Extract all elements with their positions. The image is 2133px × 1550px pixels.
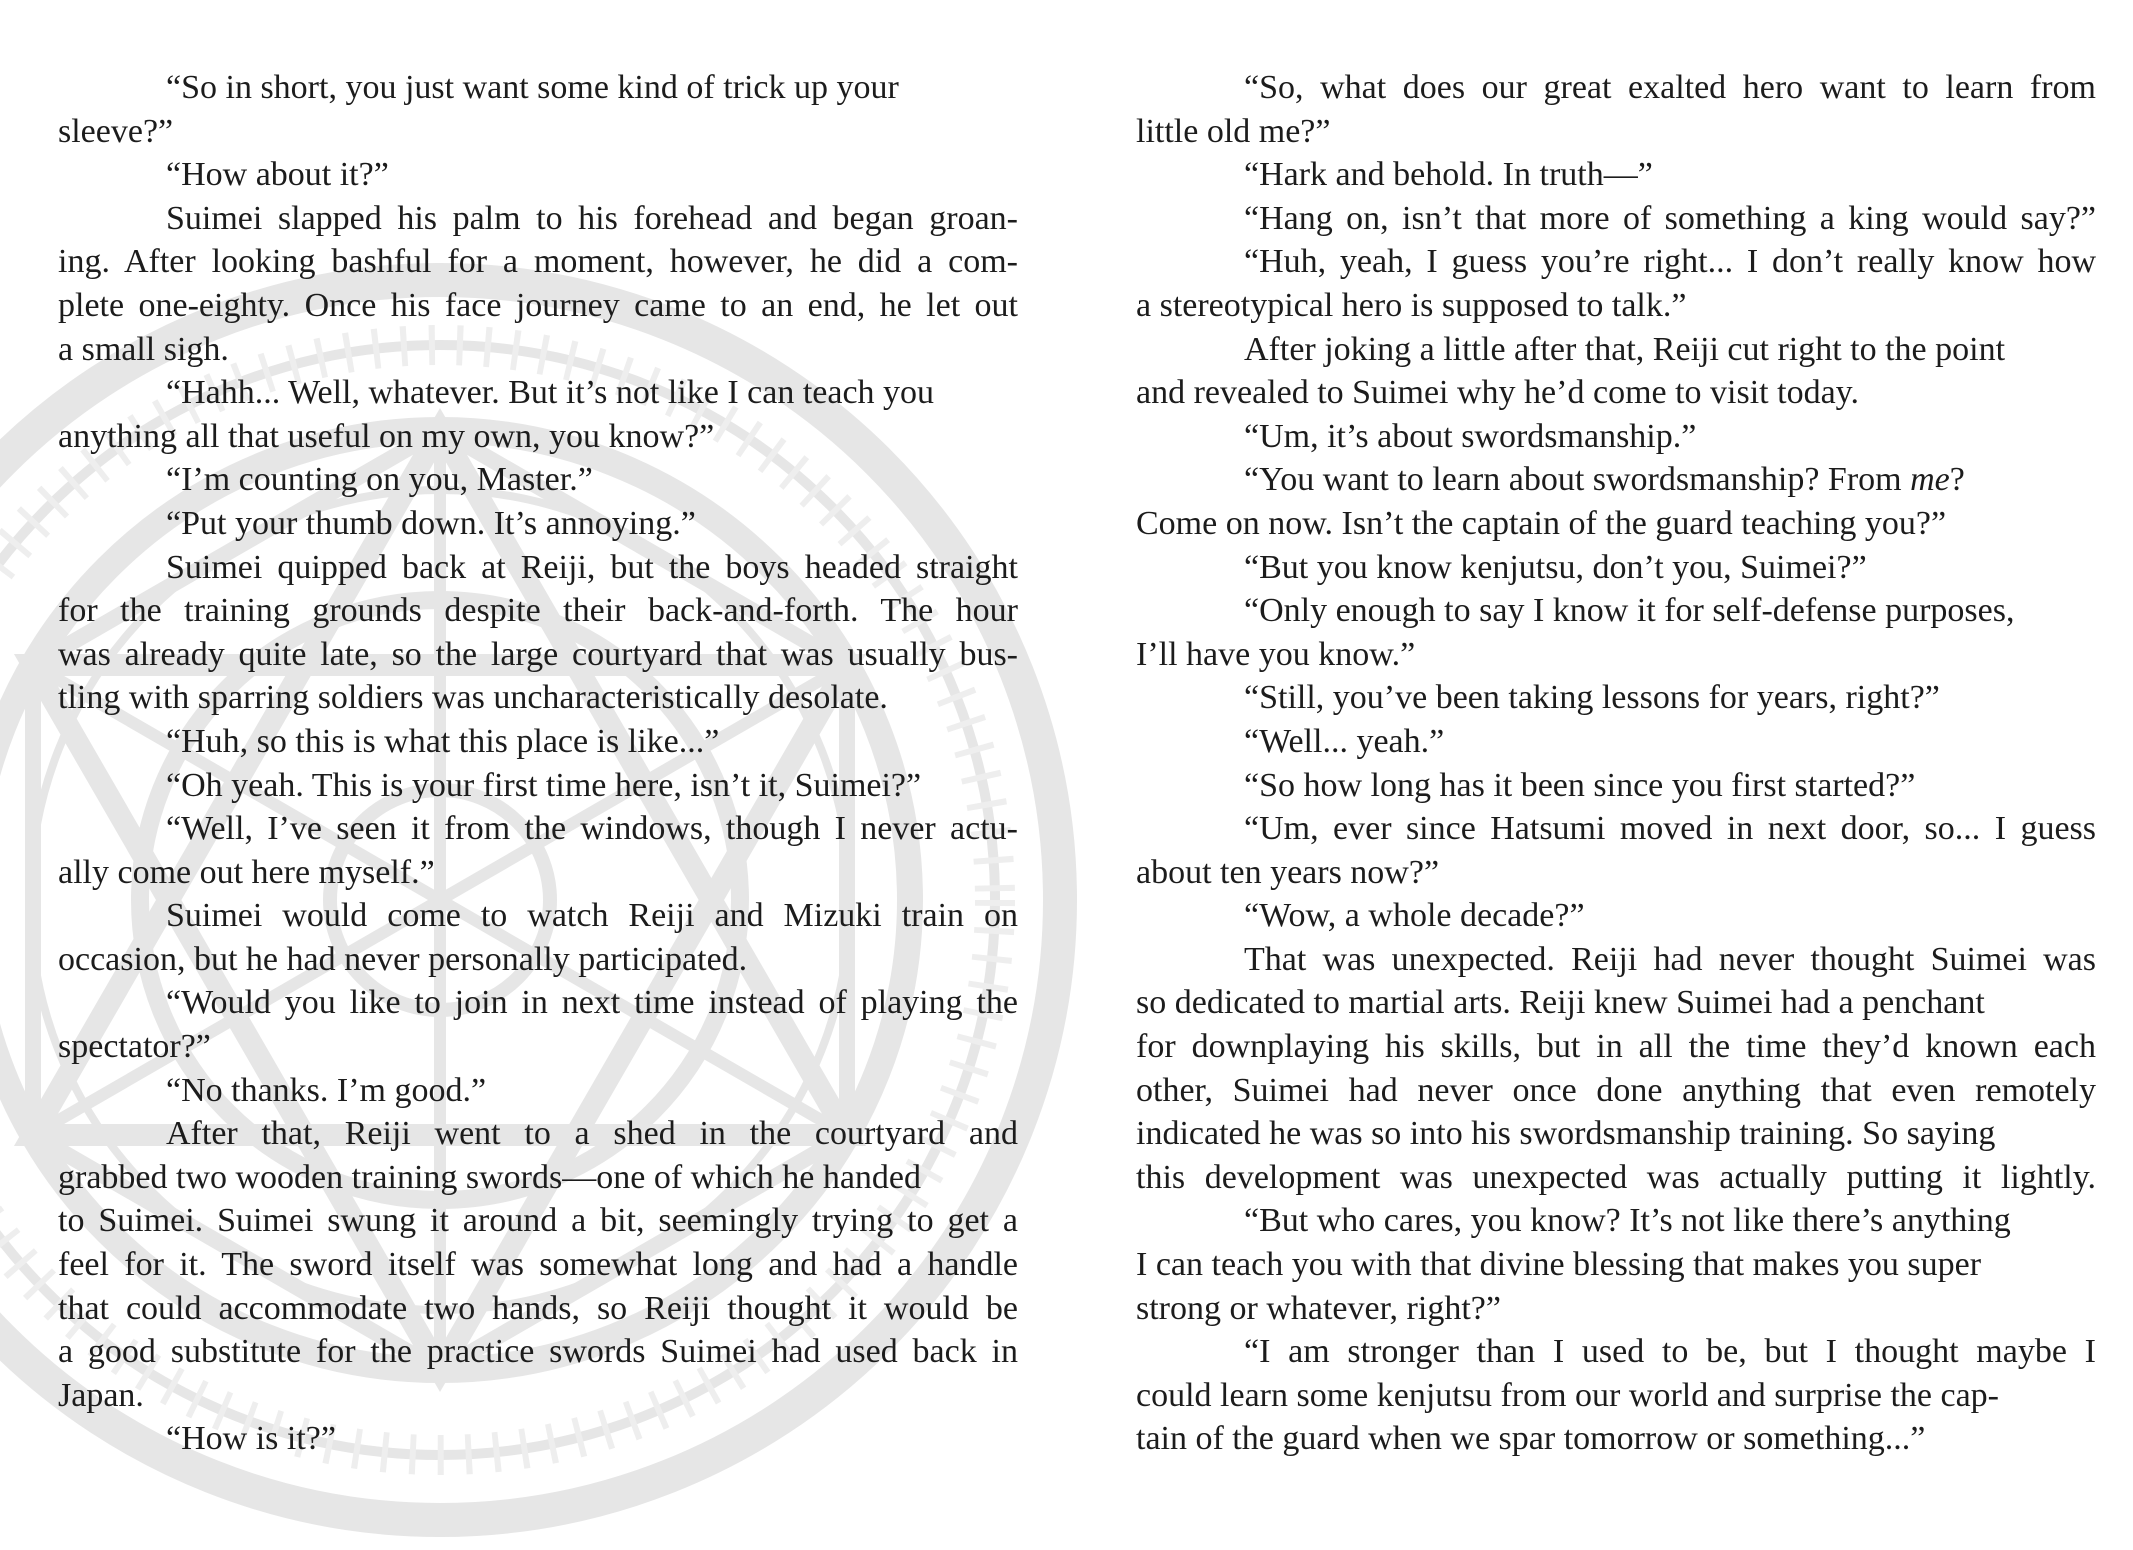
text-line: for downplaying his skills, but in all the time they’d known each: [1136, 1028, 2096, 1066]
text-line: “So how long has it been since you first started?”: [1244, 766, 1916, 804]
text-line: sleeve?”: [58, 112, 174, 150]
text-line: “Wow, a whole decade?”: [1244, 897, 1585, 935]
text-line: plete one-eighty. Once his face journey came to an end, he let out: [58, 286, 1018, 324]
text-line: about ten years now?”: [1136, 853, 1440, 891]
italic-emphasis: me: [1910, 461, 1950, 499]
text-line: “Hark and behold. In truth—”: [1244, 156, 1653, 194]
text-line: this development was unexpected was actually putting it lightly.: [1136, 1158, 2096, 1196]
left-page: [58, 66, 1018, 1461]
text-line: so dedicated to martial arts. Reiji knew Suimei had a penchant: [1136, 984, 1985, 1022]
text-line: Suimei quipped back at Reiji, but the boys headed straight: [166, 548, 1018, 586]
text-line: tain of the guard when we spar tomorrow or something...”: [1136, 1420, 1926, 1458]
text-line: “Oh yeah. This is your first time here, isn’t it, Suimei?”: [166, 766, 922, 804]
text-line: “Only enough to say I know it for self-defense purposes,: [1244, 592, 2015, 630]
text-line: could learn some kenjutsu from our world and surprise the cap-: [1136, 1376, 1999, 1414]
text-line: Come on now. Isn’t the captain of the guard teaching you?”: [1136, 504, 1947, 542]
text-line: Suimei slapped his palm to his forehead and began groan-: [166, 199, 1018, 237]
text-line: Suimei would come to watch Reiji and Mizuki train on: [166, 897, 1018, 935]
text-line: “Hang on, isn’t that more of something a king would say?”: [1244, 199, 2096, 237]
text-line: strong or whatever, right?”: [1136, 1289, 1501, 1327]
text-segment: “You want to learn about swordsmanship? From: [1244, 461, 1911, 499]
text-line: other, Suimei had never once done anything that even remotely: [1136, 1071, 2096, 1109]
text-line: a good substitute for the practice swords Suimei had used back in: [58, 1333, 1018, 1371]
text-line: I can teach you with that divine blessing that makes you super: [1136, 1246, 1982, 1284]
text-line: little old me?”: [1136, 112, 1331, 150]
text-line: for the training grounds despite their back-and-forth. The hour: [58, 592, 1018, 630]
text-line: [1136, 458, 2096, 502]
text-line: to Suimei. Suimei swung it around a bit, seemingly trying to get a: [58, 1202, 1018, 1240]
text-line: “Well, I’ve seen it from the windows, though I never actu-: [166, 810, 1018, 848]
text-line: “How about it?”: [166, 156, 389, 194]
text-line: was already quite late, so the large courtyard that was usually bus-: [58, 635, 1018, 673]
text-line: “But who cares, you know? It’s not like there’s anything: [1244, 1202, 2011, 1240]
text-line: that could accommodate two hands, so Reiji thought it would be: [58, 1289, 1018, 1327]
text-line: indicated he was so into his swordsmanship training. So saying: [1136, 1115, 1996, 1153]
text-line: tling with sparring soldiers was uncharacteristically desolate.: [58, 679, 888, 717]
text-line: ally come out here myself.”: [58, 853, 435, 891]
text-line: ing. After looking bashful for a moment, however, he did a com-: [58, 243, 1018, 281]
text-line: “Well... yeah.”: [1244, 722, 1445, 760]
text-line: After that, Reiji went to a shed in the courtyard and: [166, 1115, 1018, 1153]
text-line: occasion, but he had never personally participated.: [58, 940, 748, 978]
text-line: “So, what does our great exalted hero want to learn from: [1244, 69, 2096, 106]
text-line: Japan.: [58, 1376, 144, 1414]
text-line: I’ll have you know.”: [1136, 635, 1416, 673]
text-line: spectator?”: [58, 1028, 211, 1066]
right-page: [1136, 66, 2096, 1461]
text-line: grabbed two wooden training swords—one of which he handed: [58, 1158, 922, 1196]
text-line: “Um, ever since Hatsumi moved in next door, so... I guess: [1244, 810, 2096, 848]
text-line: “So in short, you just want some kind of trick up your: [166, 69, 899, 106]
text-line: “But you know kenjutsu, don’t you, Suimei?”: [1244, 548, 1867, 586]
text-line: feel for it. The sword itself was somewhat long and had a handle: [58, 1246, 1018, 1284]
text-line: “Um, it’s about swordsmanship.”: [1244, 417, 1697, 455]
text-line: “I am stronger than I used to be, but I thought maybe I: [1244, 1333, 2096, 1371]
text-line: and revealed to Suimei why he’d come to visit today.: [1136, 374, 1859, 412]
text-line: “Still, you’ve been taking lessons for years, right?”: [1244, 679, 1940, 717]
text-line: a stereotypical hero is supposed to talk.”: [1136, 286, 1687, 324]
text-line: “Would you like to join in next time instead of playing the: [166, 984, 1018, 1022]
text-line: “No thanks. I’m good.”: [166, 1071, 487, 1109]
text-line: “Huh, yeah, I guess you’re right... I don’t really know how: [1244, 243, 2096, 281]
text-segment: ?: [1949, 461, 1965, 499]
text-line: “Put your thumb down. It’s annoying.”: [166, 504, 696, 542]
text-line: a small sigh.: [58, 330, 229, 368]
text-line: “Huh, so this is what this place is like...”: [166, 722, 720, 760]
text-line: After joking a little after that, Reiji cut right to the point: [1244, 330, 2006, 368]
text-line: “How is it?”: [166, 1420, 336, 1458]
text-line: “Hahh... Well, whatever. But it’s not like I can teach you: [166, 374, 935, 412]
text-line: That was unexpected. Reiji had never thought Suimei was: [1244, 940, 2096, 978]
text-line: “I’m counting on you, Master.”: [166, 461, 593, 499]
text-line: anything all that useful on my own, you know?”: [58, 417, 715, 455]
